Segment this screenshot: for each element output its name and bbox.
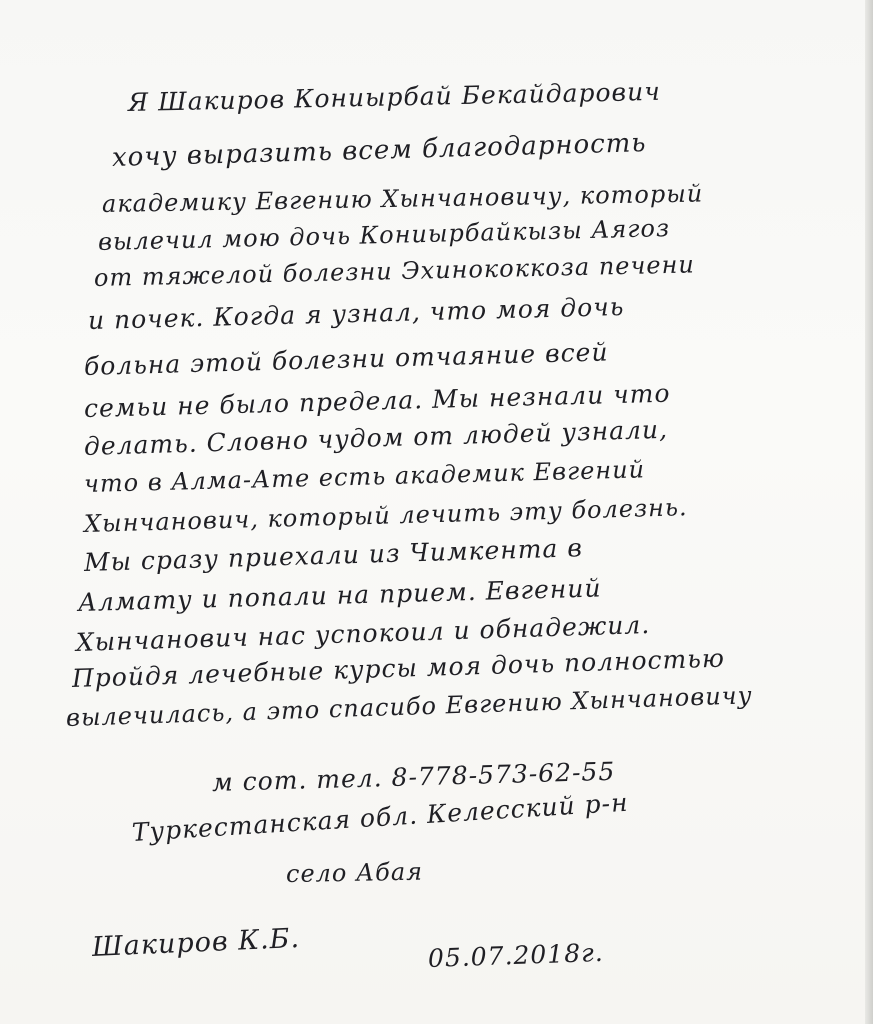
signature-name: Шакиров К.Б. (91, 922, 301, 963)
page-edge-shadow (865, 0, 873, 1024)
signature-date: 05.07.2018г. (427, 937, 605, 973)
contact-region: Туркестанская обл. Келесский р-н (131, 787, 630, 847)
letter-line: Я Шакиров Кониырбай Бекайдарович (127, 76, 661, 117)
letter-line: семьи не было предела. Мы незнали что (83, 378, 671, 423)
letter-line: Пройдя лечебные курсы моя дочь полностью (71, 643, 726, 693)
letter-line: Хынчанович нас успокоил и обнадежил. (75, 609, 651, 657)
letter-line: Мы сразу приехали из Чимкента в (83, 533, 584, 577)
letter-line: академику Евгению Хынчановичу, который (101, 179, 704, 218)
contact-phone: м сот. тел. 8-778-573-62-55 (211, 756, 616, 797)
letter-line: Хынчанович, который лечить эту болезнь. (83, 493, 688, 538)
letter-line: вылечил мою дочь Кониырбайкызы Аягоз (97, 214, 671, 256)
letter-line: вылечилась, а это спасибо Евгению Хынчановичу (65, 681, 753, 732)
letter-line: Алмату и попали на прием. Евгений (77, 573, 602, 617)
contact-village: село Абая (285, 857, 424, 888)
letter-line: и почек. Когда я узнал, что моя дочь (87, 291, 625, 335)
letter-line: что в Алма-Ате есть академик Евгений (83, 455, 646, 498)
letter-line: от тяжелой болезни Эхинококкоза печени (93, 250, 696, 292)
letter-line: делать. Словно чудом от людей узнали, (83, 414, 669, 461)
letter-line: больна этой болезни отчаяние всей (83, 337, 609, 381)
letter-line: хочу выразить всем благодарность (111, 128, 647, 173)
